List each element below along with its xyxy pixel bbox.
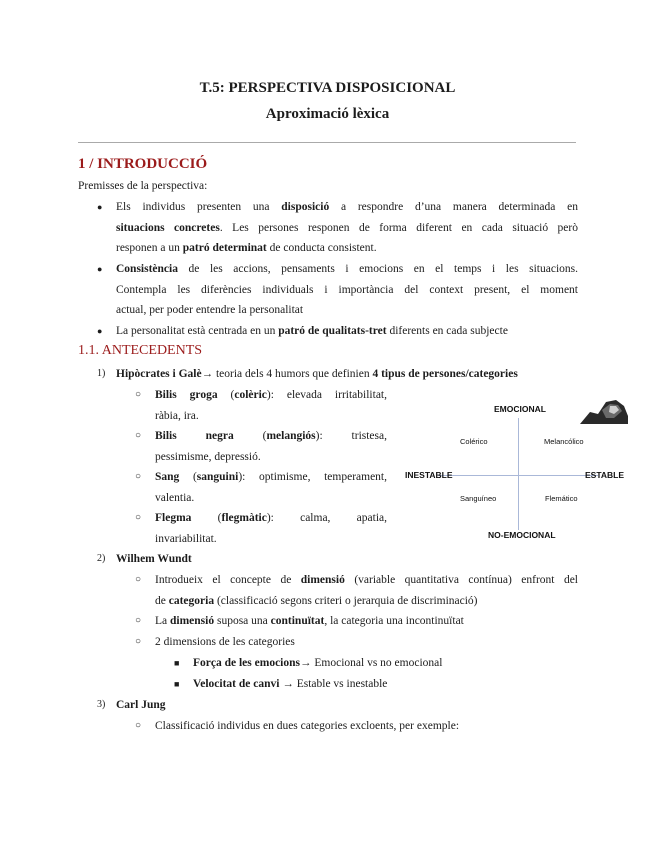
circle-bullet-icon: ○ [135, 389, 142, 400]
humor-sang: Sang (sanguini): optimisme, temperament, valentia. [155, 471, 387, 504]
square-bullet-icon: ■ [174, 679, 180, 689]
bullet-icon: ● [97, 326, 103, 336]
circle-bullet-icon: ○ [135, 574, 142, 585]
circle-bullet-icon: ○ [135, 471, 142, 482]
section-heading-antecedents: 1.1. ANTECEDENTS [78, 343, 203, 358]
jung-classificacio: Classificació individus en dues categories excloents, per exemple: [155, 720, 460, 732]
humor-flegma: Flegma (flegmàtic): calma, apatia, invariabilitat. [155, 512, 387, 545]
antecedent-hipocrates: Hipòcrates i Galè→ teoria dels 4 humors que definien 4 tipus de persones/categories [116, 368, 518, 380]
section-heading-introduccio: 1 / INTRODUCCIÓ [78, 156, 208, 172]
circle-bullet-icon: ○ [135, 430, 142, 441]
antecedent-wundt: Wilhem Wundt [116, 553, 192, 565]
bullet-icon: ● [97, 202, 103, 212]
temperament-diagram [400, 396, 632, 542]
page-subtitle: Aproximació lèxica [265, 106, 390, 122]
bullet-icon: ● [97, 264, 103, 274]
dimension-emocions: Força de les emocions→ Emocional vs no emocional [193, 657, 443, 669]
circle-bullet-icon: ○ [135, 720, 142, 731]
list-number: 1) [97, 368, 106, 379]
antecedent-jung: Carl Jung [116, 699, 166, 711]
axis-label-estable: ESTABLE [585, 470, 625, 480]
title-divider [78, 142, 576, 143]
square-bullet-icon: ■ [174, 658, 180, 668]
premise-2: Consistència de les accions, pensaments i emocions en el temps i les situacions. Contempla les diferències individuals i importància del context present, el moment actual, per poder entendre la personalitat [116, 263, 578, 316]
quadrant-sanguineo: Sanguíneo [460, 494, 497, 503]
horizontal-axis [438, 475, 598, 476]
humor-bilis-groga: Bilis groga (colèric): elevada irritabilitat, ràbia, ira. [155, 389, 387, 422]
circle-bullet-icon: ○ [135, 636, 142, 647]
axis-label-inestable: INESTABLE [405, 470, 453, 480]
wundt-continuitat: La dimensió suposa una continuïtat, la categoria una incontinuïtat [155, 615, 464, 627]
quadrant-flematico: Flemático [545, 494, 578, 503]
list-number: 2) [97, 553, 106, 564]
dimension-canvi: Velocitat de canvi → Estable vs inestable [193, 678, 388, 690]
circle-bullet-icon: ○ [135, 512, 142, 523]
wundt-dimensions: 2 dimensions de les categories [155, 636, 295, 648]
premises-intro: Premisses de la perspectiva: [78, 180, 208, 192]
page-title: T.5: PERSPECTIVA DISPOSICIONAL [199, 80, 456, 96]
premise-1: Els individus presenten una disposició a respondre d’una manera determinada en situacions concretes. Les persones responen de forma diferent en cada situació però responen a un patró determinat de conducta consistent. [116, 201, 578, 254]
humor-bilis-negra: Bilis negra (melangiós): tristesa, pessimisme, depressió. [155, 430, 387, 463]
portrait-illustration-icon [580, 396, 628, 424]
axis-label-emocional: EMOCIONAL [494, 404, 546, 414]
premise-3: La personalitat està centrada en un patró de qualitats-tret diferents en cada subjecte [116, 325, 508, 337]
vertical-axis [518, 418, 519, 530]
quadrant-melancolico: Melancólico [544, 437, 584, 446]
wundt-dimensio: Introdueix el concepte de dimensió (variable quantitativa contínua) enfront del de categoria (classificació segons criteri o jerarquia de discriminació) [155, 574, 578, 607]
axis-label-no-emocional: NO-EMOCIONAL [488, 530, 556, 540]
quadrant-colerico: Colérico [460, 437, 488, 446]
circle-bullet-icon: ○ [135, 615, 142, 626]
list-number: 3) [97, 699, 106, 710]
